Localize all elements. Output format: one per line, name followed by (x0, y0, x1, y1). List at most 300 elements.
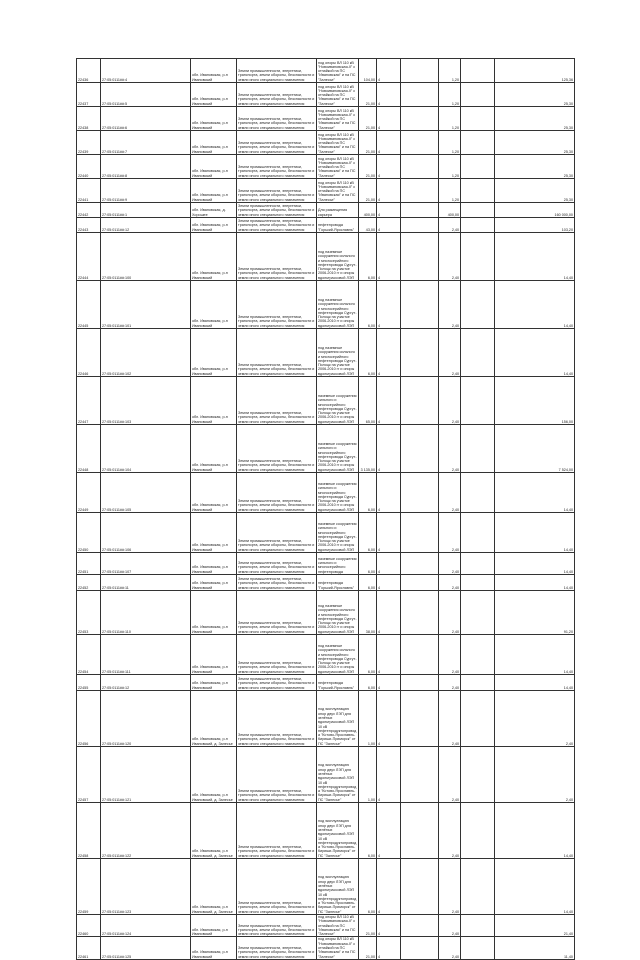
empty-cell (461, 179, 495, 203)
area-cell: 65,00 (359, 377, 377, 425)
rate-cell: 1,20 (439, 179, 461, 203)
use-cell: под опоры ВЛ 110 кВ "Новоивановская-II" с отпайкой на ПС "Ивановская" и на ПС "Залесье" (317, 107, 359, 131)
empty-cell (461, 203, 495, 218)
cadastral-cell: 27:05:0111##:4 (101, 59, 191, 83)
id-cell: 22444 (77, 233, 101, 281)
rate-cell: 2,40 (439, 553, 461, 575)
area-code-cell: 4 (377, 59, 401, 83)
cadastral-cell: 27:05:0111##:120 (101, 691, 191, 747)
table-row (77, 591, 575, 635)
id-cell: 22440 (77, 155, 101, 179)
empty-cell (461, 691, 495, 747)
address-cell: обл. Ивановская, р-н Ивановский (191, 131, 237, 155)
category-cell: Земли промышленности, энергетики, транспорта, земли обороны, безопасности и земли иного специального назначения (237, 473, 317, 513)
table-row (77, 859, 575, 915)
table-row (77, 83, 575, 107)
rate-cell: 2,40 (439, 377, 461, 425)
area-cell: 21,00 (359, 915, 377, 937)
value-cell: 25,30 (495, 131, 575, 155)
address-cell: обл. Ивановская, р-н Ивановский, д. Залесье (191, 803, 237, 859)
category-cell: Земли промышленности, энергетики, транспорта, земли обороны, безопасности и земли иного специального назначения (237, 83, 317, 107)
rate-cell: 2,40 (439, 803, 461, 859)
area-code-cell: 4 (377, 691, 401, 747)
rate-cell: 1,20 (439, 107, 461, 131)
cadastral-cell: 27:05:0111##:121 (101, 747, 191, 803)
rate-cell: 2,40 (439, 937, 461, 959)
address-cell: обл. Ивановская, р-н Ивановский (191, 107, 237, 131)
table-row (77, 179, 575, 203)
table-body (77, 59, 575, 960)
address-cell: обл. Ивановская, р-н Ивановский (191, 155, 237, 179)
area-cell: 6,00 (359, 281, 377, 329)
empty-cell (461, 281, 495, 329)
area-code-cell: 4 (377, 937, 401, 959)
cadastral-cell: 27:05:0111##:123 (101, 859, 191, 915)
value-cell: 14,40 (495, 553, 575, 575)
address-cell: обл. Ивановская, р-н Ивановский (191, 575, 237, 591)
area-cell: 6,00 (359, 635, 377, 675)
table-row (77, 915, 575, 937)
value-cell: 25,30 (495, 83, 575, 107)
empty-cell (401, 635, 439, 675)
empty-cell (461, 155, 495, 179)
id-cell: 22441 (77, 179, 101, 203)
cadastral-cell: 27:05:0111##:101 (101, 281, 191, 329)
use-cell: под опоры ВЛ 110 кВ "Новоивановская-II" с отпайкой на ПС "Ивановская" и на ПС "Залесье" (317, 155, 359, 179)
rate-cell: 2,40 (439, 691, 461, 747)
cadastral-cell: 27:05:0111##:1 (101, 203, 191, 218)
address-cell: обл. Ивановская, р-н Ивановский (191, 937, 237, 959)
rate-cell: 400,00 (439, 203, 461, 218)
value-cell: 14,40 (495, 281, 575, 329)
area-cell: 6,00 (359, 859, 377, 915)
value-cell: 2,40 (495, 691, 575, 747)
empty-cell (401, 233, 439, 281)
value-cell: 14,40 (495, 803, 575, 859)
use-cell: под опоры ВЛ 110 кВ "Новоивановская-II" с отпайкой на ПС "Ивановская" и на ПС "Залесье" (317, 915, 359, 937)
use-cell: под опоры ВЛ 110 кВ "Новоивановская-II" с отпайкой на ПС "Ивановская" и на ПС "Залесье" (317, 131, 359, 155)
empty-cell (401, 107, 439, 131)
area-cell: 38,00 (359, 591, 377, 635)
value-cell: 14,40 (495, 859, 575, 915)
empty-cell (461, 218, 495, 233)
address-cell: обл. Ивановская, р-н Ивановский, д. Залесье (191, 859, 237, 915)
empty-cell (461, 59, 495, 83)
area-cell: 21,00 (359, 155, 377, 179)
id-cell: 22456 (77, 691, 101, 747)
empty-cell (401, 329, 439, 377)
table-row (77, 425, 575, 473)
rate-cell: 1,20 (439, 59, 461, 83)
rate-cell: 2,40 (439, 747, 461, 803)
table-row (77, 803, 575, 859)
use-cell: наземные сооружения сильного и многосерийного нефтепровода Сургут-Полоцк на участке 2006-2010 гг и опоры вдольтрассовой ЛЭП (317, 377, 359, 425)
empty-cell (401, 131, 439, 155)
cadastral-cell: 27:05:0111##:104 (101, 425, 191, 473)
area-cell: 6,00 (359, 513, 377, 553)
category-cell: Земли промышленности, энергетики, транспорта, земли обороны, безопасности и земли иного специального назначения (237, 179, 317, 203)
use-cell: нефтепровода "Горький-Ярославль" (317, 675, 359, 691)
use-cell: под эксплуатацию опор двух ЛЭП для зелёных вдольтрассовой ЛЭП 10 кВ нефтепродуктопровода "Кстово-Ярославль-Кириши-Приморск" от ПС "Залесье" (317, 859, 359, 915)
value-cell: 14,40 (495, 675, 575, 691)
address-cell: обл. Ивановская, р-н Ивановский, д. Залесье (191, 691, 237, 747)
table-row (77, 203, 575, 218)
category-cell: Земли промышленности, энергетики, транспорта, земли обороны, безопасности и земли иного специального назначения (237, 203, 317, 218)
table-row (77, 513, 575, 553)
empty-cell (461, 747, 495, 803)
rate-cell: 2,40 (439, 635, 461, 675)
area-code-cell: 4 (377, 553, 401, 575)
value-cell: 14,40 (495, 329, 575, 377)
cadastral-cell: 27:05:0111##:8 (101, 155, 191, 179)
address-cell: обл. Ивановская, р-н Ивановский (191, 59, 237, 83)
area-code-cell: 4 (377, 233, 401, 281)
id-cell: 22445 (77, 281, 101, 329)
empty-cell (401, 937, 439, 959)
category-cell: Земли промышленности, энергетики, транспорта, земли обороны, безопасности и земли иного специального назначения (237, 553, 317, 575)
value-cell: 25,30 (495, 107, 575, 131)
table-row (77, 218, 575, 233)
area-code-cell: 4 (377, 591, 401, 635)
id-cell: 22452 (77, 575, 101, 591)
area-cell: 6,00 (359, 473, 377, 513)
empty-cell (401, 747, 439, 803)
empty-cell (461, 377, 495, 425)
category-cell: Земли промышленности, энергетики, транспорта, земли обороны, безопасности и земли иного специального назначения (237, 691, 317, 747)
address-cell: обл. Ивановская, р-н Ивановский (191, 218, 237, 233)
id-cell: 22443 (77, 218, 101, 233)
empty-cell (401, 675, 439, 691)
empty-cell (461, 83, 495, 107)
cadastral-cell: 27:05:0111##:12 (101, 675, 191, 691)
empty-cell (401, 425, 439, 473)
cadastral-cell: 27:05:0111##:11 (101, 575, 191, 591)
use-cell: под эксплуатацию опор двух ЛЭП для зелёных вдольтрассовой ЛЭП 10 кВ нефтепродуктопровода "Кстово-Ярославль-Кириши-Приморск" от ПС "Залесье" (317, 747, 359, 803)
id-cell: 22449 (77, 473, 101, 513)
id-cell: 22458 (77, 803, 101, 859)
empty-cell (461, 675, 495, 691)
table-row (77, 937, 575, 959)
empty-cell (461, 553, 495, 575)
area-code-cell: 4 (377, 329, 401, 377)
empty-cell (401, 803, 439, 859)
rate-cell: 1,20 (439, 131, 461, 155)
id-cell: 22455 (77, 675, 101, 691)
category-cell: Земли промышленности, энергетики, транспорта, земли обороны, безопасности и земли иного специального назначения (237, 107, 317, 131)
area-code-cell: 4 (377, 747, 401, 803)
cadastral-cell: 27:05:0111##:6 (101, 107, 191, 131)
category-cell: Земли промышленности, энергетики, транспорта, земли обороны, безопасности и земли иного специального назначения (237, 281, 317, 329)
value-cell: 125,36 (495, 59, 575, 83)
empty-cell (401, 155, 439, 179)
empty-cell (401, 691, 439, 747)
id-cell: 22454 (77, 635, 101, 675)
empty-cell (401, 218, 439, 233)
area-code-cell: 4 (377, 281, 401, 329)
area-code-cell: 4 (377, 218, 401, 233)
empty-cell (401, 513, 439, 553)
area-cell: 6,00 (359, 803, 377, 859)
value-cell: 21,40 (495, 915, 575, 937)
use-cell: под наземные сооружения сильного и многосерийного нефтепровода Сургут-Полоцк на участке 2006-2010 гг и опоры вдольтрассовой ЛЭП (317, 635, 359, 675)
address-cell: обл. Ивановская, р-н Ивановский (191, 675, 237, 691)
area-cell: 6,00 (359, 233, 377, 281)
table-row (77, 155, 575, 179)
rate-cell: 2,40 (439, 233, 461, 281)
empty-cell (461, 635, 495, 675)
id-cell: 22450 (77, 513, 101, 553)
empty-cell (461, 329, 495, 377)
area-code-cell: 4 (377, 155, 401, 179)
cadastral-cell: 27:05:0111##:9 (101, 179, 191, 203)
id-cell: 22446 (77, 329, 101, 377)
category-cell: Земли промышленности, энергетики, транспорта, земли обороны, безопасности и земли иного специального назначения (237, 803, 317, 859)
use-cell: под опоры ВЛ 110 кВ "Новоивановская-II" с отпайкой на ПС "Ивановская" и на ПС "Залесье" (317, 179, 359, 203)
address-cell: обл. Ивановская, д. Хорошее (191, 203, 237, 218)
use-cell: под наземные сооружения сильного и многосерийного нефтепровода Сургут-Полоцк на участке 2006-2010 гг и опоры вдольтрассовой ЛЭП (317, 591, 359, 635)
id-cell: 22448 (77, 425, 101, 473)
address-cell: обл. Ивановская, р-н Ивановский (191, 553, 237, 575)
empty-cell (461, 513, 495, 553)
category-cell: Земли промышленности, энергетики, транспорта, земли обороны, безопасности и земли иного специального назначения (237, 915, 317, 937)
table-row (77, 131, 575, 155)
use-cell: наземные сооружения сильного и многосерийного нефтепровода Сургут-Полоцк на участке 2006-2010 гг и опоры вдольтрассовой ЛЭП (317, 513, 359, 553)
empty-cell (401, 859, 439, 915)
address-cell: обл. Ивановская, р-н Ивановский (191, 329, 237, 377)
address-cell: обл. Ивановская, р-н Ивановский (191, 473, 237, 513)
table-row (77, 59, 575, 83)
area-cell: 43,00 (359, 218, 377, 233)
address-cell: обл. Ивановская, р-н Ивановский (191, 83, 237, 107)
cadastral-cell: 27:05:0111##:100 (101, 233, 191, 281)
cadastral-cell: 27:05:0111##:5 (101, 83, 191, 107)
empty-cell (461, 473, 495, 513)
use-cell: под наземные сооружения сильного и многосерийного нефтепровода Сургут-Полоцк на участке 2006-2010 гг и опоры вдольтрассовой ЛЭП (317, 281, 359, 329)
use-cell: под опоры ВЛ 110 кВ "Новоивановская-II" с отпайкой на ПС "Ивановская" и на ПС "Залесье" (317, 59, 359, 83)
table-row (77, 107, 575, 131)
category-cell: Земли промышленности, энергетики, транспорта, земли обороны, безопасности и земли иного специального назначения (237, 859, 317, 915)
rate-cell: 2,40 (439, 513, 461, 553)
cadastral-cell: 27:05:0111##:110 (101, 591, 191, 635)
table-row (77, 281, 575, 329)
value-cell: 7 524,00 (495, 425, 575, 473)
area-cell: 6,00 (359, 575, 377, 591)
area-cell: 21,00 (359, 83, 377, 107)
category-cell: Земли промышленности, энергетики, транспорта, земли обороны, безопасности и земли иного специального назначения (237, 59, 317, 83)
cadastral-cell: 27:05:0111##:12 (101, 218, 191, 233)
rate-cell: 2,40 (439, 218, 461, 233)
table-row (77, 575, 575, 591)
use-cell: под наземные сооружения сильного и многосерийного нефтепровода Сургут-Полоцк на участке 2006-2010 гг и опоры вдольтрассовой ЛЭП (317, 233, 359, 281)
category-cell: Земли промышленности, энергетики, транспорта, земли обороны, безопасности и земли иного специального назначения (237, 747, 317, 803)
id-cell: 22459 (77, 859, 101, 915)
empty-cell (461, 107, 495, 131)
value-cell: 25,30 (495, 155, 575, 179)
cadastral-cell: 27:05:0111##:103 (101, 377, 191, 425)
rate-cell: 2,40 (439, 591, 461, 635)
area-code-cell: 4 (377, 179, 401, 203)
area-cell: 21,00 (359, 937, 377, 959)
address-cell: обл. Ивановская, р-н Ивановский (191, 591, 237, 635)
category-cell: Земли промышленности, энергетики, транспорта, земли обороны, безопасности и земли иного специального назначения (237, 513, 317, 553)
empty-cell (401, 377, 439, 425)
empty-cell (401, 553, 439, 575)
address-cell: обл. Ивановская, р-н Ивановский (191, 513, 237, 553)
area-cell: 6,00 (359, 675, 377, 691)
cadastral-cell: 27:05:0111##:102 (101, 329, 191, 377)
value-cell: 2,40 (495, 747, 575, 803)
value-cell: 14,40 (495, 473, 575, 513)
use-cell: нефтепровода "Горький-Ярославль" (317, 218, 359, 233)
table-row (77, 675, 575, 691)
value-cell: 14,40 (495, 575, 575, 591)
empty-cell (401, 281, 439, 329)
area-cell: 21,00 (359, 131, 377, 155)
category-cell: Земли промышленности, энергетики, транспорта, земли обороны, безопасности и земли иного специального назначения (237, 575, 317, 591)
area-code-cell: 4 (377, 203, 401, 218)
address-cell: обл. Ивановская, р-н Ивановский (191, 233, 237, 281)
rate-cell: 2,40 (439, 915, 461, 937)
category-cell: Земли промышленности, энергетики, транспорта, земли обороны, безопасности и земли иного специального назначения (237, 425, 317, 473)
use-cell: под эксплуатацию опор двух ЛЭП для зелёных вдольтрассовой ЛЭП 10 кВ нефтепродуктопровода "Кстово-Ярославль-Кириши-Приморск" от ПС "Залесье" (317, 691, 359, 747)
address-cell: обл. Ивановская, р-н Ивановский (191, 179, 237, 203)
cadastral-cell: 27:05:0111##:124 (101, 915, 191, 937)
rate-cell: 2,40 (439, 675, 461, 691)
area-code-cell: 4 (377, 513, 401, 553)
id-cell: 22447 (77, 377, 101, 425)
id-cell: 22460 (77, 915, 101, 937)
category-cell: Земли промышленности, энергетики, транспорта, земли обороны, безопасности и земли иного специального назначения (237, 377, 317, 425)
cadastral-cell: 27:05:0111##:122 (101, 803, 191, 859)
value-cell: 91,20 (495, 591, 575, 635)
table-row (77, 635, 575, 675)
table-row (77, 553, 575, 575)
empty-cell (401, 575, 439, 591)
category-cell: Земли промышленности, энергетики, транспорта, земли обороны, безопасности и земли иного специального назначения (237, 635, 317, 675)
category-cell: Земли промышленности, энергетики, транспорта, земли обороны, безопасности и земли иного специального назначения (237, 675, 317, 691)
use-cell: под наземные сооружения сильного и многосерийного нефтепровода Сургут-Полоцк на участке 2006-2010 гг и опоры вдольтрассовой ЛЭП (317, 329, 359, 377)
area-code-cell: 4 (377, 83, 401, 107)
address-cell: обл. Ивановская, р-н Ивановский (191, 377, 237, 425)
category-cell: Земли промышленности, энергетики, транспорта, земли обороны, безопасности и земли иного специального назначения (237, 131, 317, 155)
value-cell: 14,40 (495, 635, 575, 675)
rate-cell: 2,40 (439, 425, 461, 473)
empty-cell (461, 803, 495, 859)
area-code-cell: 4 (377, 131, 401, 155)
table-row (77, 329, 575, 377)
area-code-cell: 4 (377, 377, 401, 425)
value-cell: 103,20 (495, 218, 575, 233)
use-cell: нефтепровода "Горький-Ярославль" (317, 575, 359, 591)
empty-cell (461, 591, 495, 635)
land-plots-table (76, 58, 575, 960)
category-cell: Земли промышленности, энергетики, транспорта, земли обороны, безопасности и земли иного специального назначения (237, 155, 317, 179)
value-cell: 14,40 (495, 513, 575, 553)
cadastral-cell: 27:05:0111##:107 (101, 553, 191, 575)
table-row (77, 377, 575, 425)
rate-cell: 2,40 (439, 329, 461, 377)
empty-cell (401, 179, 439, 203)
id-cell: 22436 (77, 59, 101, 83)
empty-cell (401, 83, 439, 107)
empty-cell (461, 233, 495, 281)
area-code-cell: 4 (377, 575, 401, 591)
address-cell: обл. Ивановская, р-н Ивановский (191, 281, 237, 329)
empty-cell (401, 59, 439, 83)
use-cell: под опоры ВЛ 110 кВ "Новоивановская-II" с отпайкой на ПС "Ивановская" и на ПС "Залесье" (317, 937, 359, 959)
category-cell: Земли промышленности, энергетики, транспорта, земли обороны, безопасности и земли иного специального назначения (237, 233, 317, 281)
empty-cell (461, 575, 495, 591)
value-cell: 156,00 (495, 377, 575, 425)
cadastral-cell: 27:05:0111##:111 (101, 635, 191, 675)
empty-cell (401, 473, 439, 513)
cadastral-cell: 27:05:0111##:7 (101, 131, 191, 155)
area-cell: 1,00 (359, 691, 377, 747)
empty-cell (461, 131, 495, 155)
rate-cell: 2,40 (439, 281, 461, 329)
rate-cell: 2,40 (439, 575, 461, 591)
area-cell: 6,00 (359, 329, 377, 377)
cadastral-cell: 27:05:0111##:125 (101, 937, 191, 959)
table-row (77, 691, 575, 747)
id-cell: 22438 (77, 107, 101, 131)
id-cell: 22453 (77, 591, 101, 635)
area-code-cell: 4 (377, 915, 401, 937)
area-code-cell: 4 (377, 859, 401, 915)
empty-cell (461, 425, 495, 473)
use-cell: наземные сооружения сильного и многосерийного нефтепровода Сургут-Полоцк на участке 2006-2010 гг и опоры вдольтрассовой ЛЭП (317, 425, 359, 473)
id-cell: 22442 (77, 203, 101, 218)
category-cell: Земли промышленности, энергетики, транспорта, земли обороны, безопасности и земли иного специального назначения (237, 329, 317, 377)
empty-cell (401, 591, 439, 635)
area-cell: 104,00 (359, 59, 377, 83)
table-row (77, 473, 575, 513)
area-code-cell: 4 (377, 107, 401, 131)
area-cell: 21,00 (359, 179, 377, 203)
empty-cell (461, 859, 495, 915)
use-cell: под эксплуатацию опор двух ЛЭП для зелёных вдольтрассовой ЛЭП 10 кВ нефтепродуктопровода "Кстово-Ярославль-Кириши-Приморск" от ПС "Залесье" (317, 803, 359, 859)
value-cell: 25,30 (495, 179, 575, 203)
empty-cell (461, 937, 495, 959)
area-code-cell: 4 (377, 675, 401, 691)
value-cell: 160 000,00 (495, 203, 575, 218)
area-code-cell: 4 (377, 803, 401, 859)
cadastral-cell: 27:05:0111##:106 (101, 513, 191, 553)
rate-cell: 2,40 (439, 473, 461, 513)
area-cell: 1,00 (359, 747, 377, 803)
id-cell: 22437 (77, 83, 101, 107)
area-cell: 6,00 (359, 553, 377, 575)
id-cell: 22461 (77, 937, 101, 959)
empty-cell (401, 915, 439, 937)
area-cell: 400,00 (359, 203, 377, 218)
value-cell: 11,40 (495, 937, 575, 959)
area-code-cell: 4 (377, 635, 401, 675)
use-cell: Для размещения карьера (317, 203, 359, 218)
rate-cell: 1,20 (439, 83, 461, 107)
area-code-cell: 4 (377, 425, 401, 473)
empty-cell (401, 203, 439, 218)
address-cell: обл. Ивановская, р-н Ивановский (191, 425, 237, 473)
rate-cell: 1,20 (439, 155, 461, 179)
empty-cell (461, 915, 495, 937)
category-cell: Земли промышленности, энергетики, транспорта, земли обороны, безопасности и земли иного специального назначения (237, 591, 317, 635)
id-cell: 22451 (77, 553, 101, 575)
value-cell: 14,40 (495, 233, 575, 281)
address-cell: обл. Ивановская, р-н Ивановский (191, 915, 237, 937)
use-cell: под опоры ВЛ 110 кВ "Новоивановская-II" с отпайкой на ПС "Ивановская" и на ПС "Залесье" (317, 83, 359, 107)
address-cell: обл. Ивановская, р-н Ивановский, д. Залесье (191, 747, 237, 803)
